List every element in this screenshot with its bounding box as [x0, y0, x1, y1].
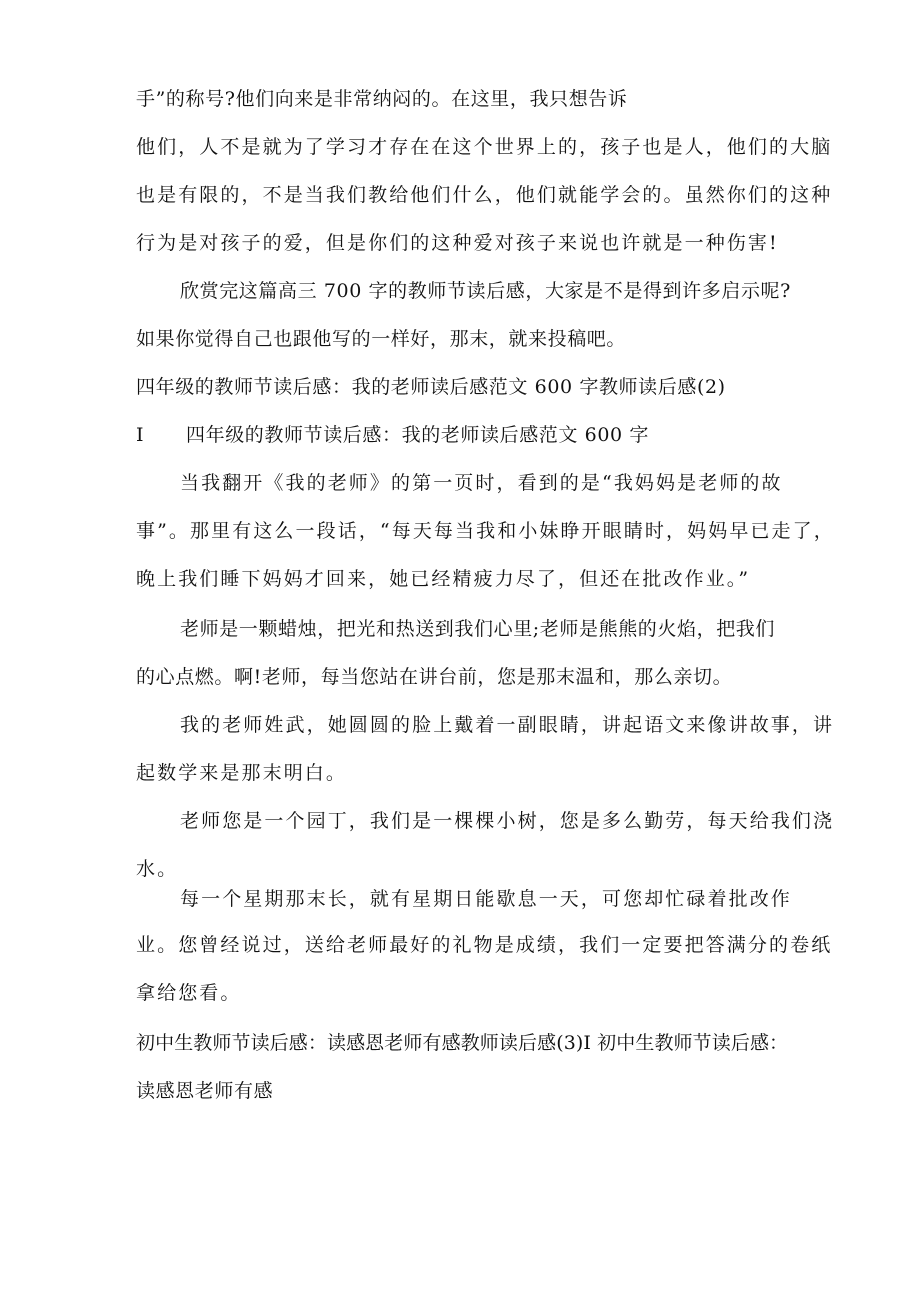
paragraph-line: 我的老师姓武，她圆圆的脸上戴着一副眼睛，讲起语文来像讲故事，讲	[180, 714, 835, 736]
paragraph-line: 老师您是一个园丁，我们是一棵棵小树，您是多么勤劳，每天给我们浇	[180, 810, 835, 832]
section-heading: 初中生教师节读后感：读感恩老师有感教师读后感(3)I 初中生教师节读后感：	[136, 1032, 789, 1054]
paragraph-line: 拿给您看。	[136, 982, 242, 1004]
paragraph-line: 他们，人不是就为了学习才存在在这个世界上的，孩子也是人，他们的大脑	[136, 136, 833, 158]
paragraph-line: 事”。那里有这么一段话，“每天每当我和小妹睁开眼睛时，妈妈早已走了，	[136, 520, 835, 542]
paragraph-line: 起数学来是那末明白。	[136, 762, 348, 784]
paragraph-line: 每一个星期那末长，就有星期日能歇息一天，可您却忙碌着批改作	[180, 888, 792, 910]
subsection-heading: 四年级的教师节读后感：我的老师读后感范文 600 字	[186, 424, 649, 446]
section-heading-continuation: 读感恩老师有感	[136, 1080, 274, 1102]
paragraph-line: 如果你觉得自己也跟他写的一样好，那末，就来投稿吧。	[136, 328, 627, 350]
paragraph-line: 水。	[136, 858, 179, 880]
list-marker: I	[136, 424, 144, 446]
section-heading: 四年级的教师节读后感：我的老师读后感范文 600 字教师读后感(2)	[136, 376, 726, 398]
paragraph-line: 业。您曾经说过，送给老师最好的礼物是成绩，我们一定要把答满分的卷纸	[136, 934, 833, 956]
paragraph-line: 行为是对孩子的爱，但是你们的这种爱对孩子来说也许就是一种伤害!	[136, 232, 779, 254]
paragraph-line: 手”的称号?他们向来是非常纳闷的。在这里，我只想告诉	[136, 88, 628, 110]
paragraph-line: 老师是一颗蜡烛，把光和热送到我们心里;老师是熊熊的火焰，把我们	[180, 618, 776, 640]
paragraph-line: 晚上我们睡下妈妈才回来，她已经精疲力尽了，但还在批改作业。”	[136, 568, 751, 590]
paragraph-line: 也是有限的，不是当我们教给他们什么，他们就能学会的。虽然你们的这种	[136, 184, 833, 206]
paragraph-line: 的心点燃。啊!老师，每当您站在讲台前，您是那末温和，那么亲切。	[136, 666, 733, 688]
paragraph-line: 欣赏完这篇高三 700 字的教师节读后感，大家是不是得到许多启示呢?	[180, 280, 791, 302]
paragraph-line: 当我翻开《我的老师》的第一页时，看到的是“我妈妈是老师的故	[180, 472, 783, 494]
